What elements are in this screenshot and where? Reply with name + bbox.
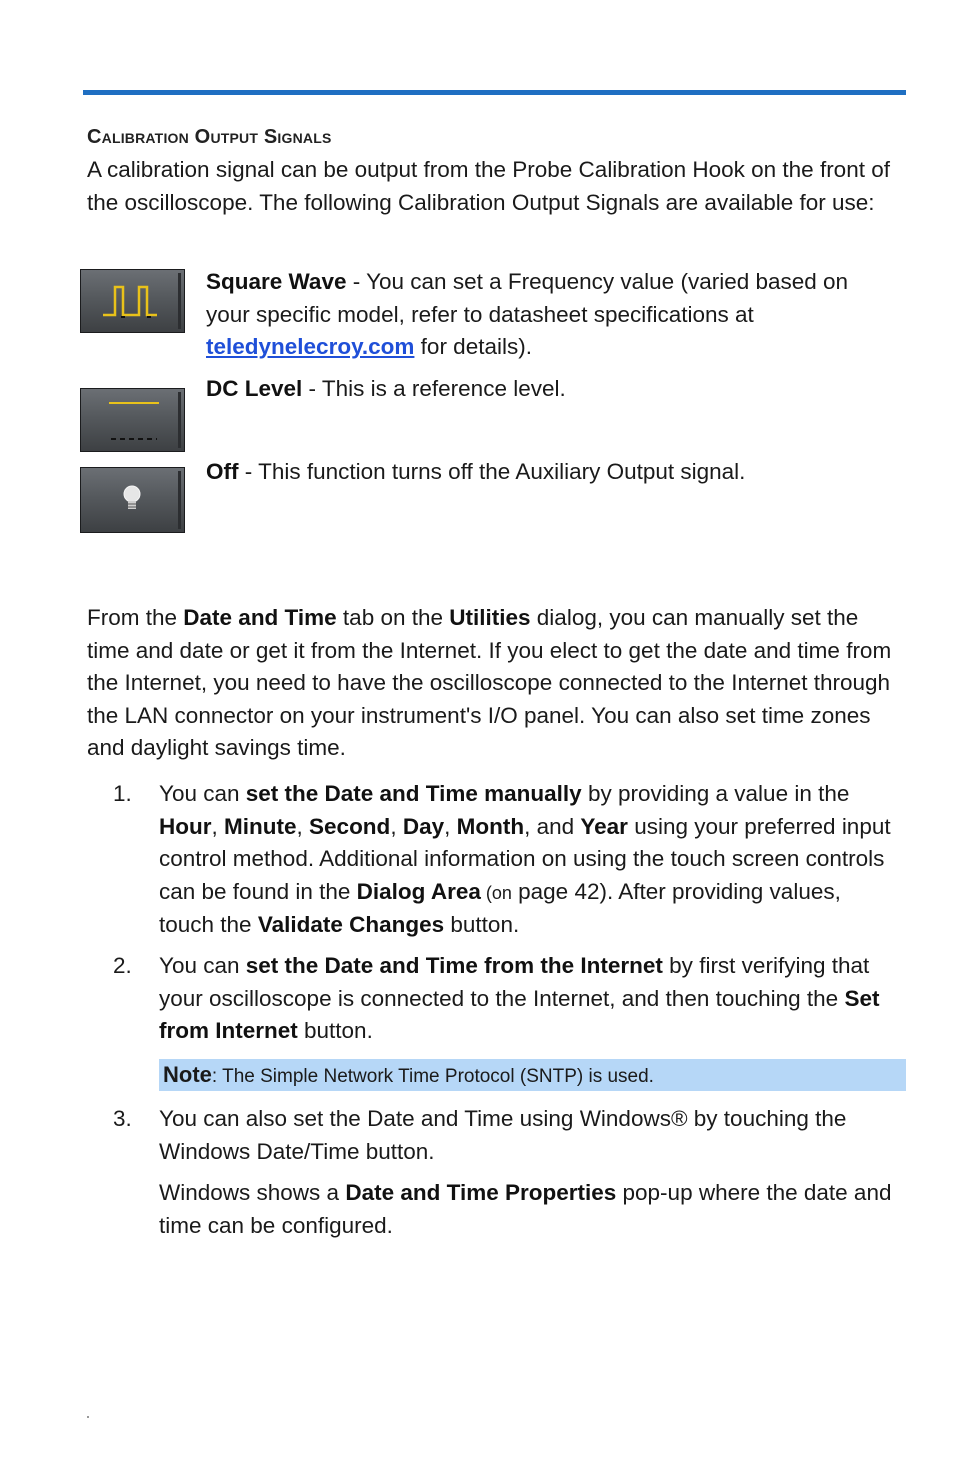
minute-label: Minute (224, 813, 297, 839)
utilities-dialog-label: Utilities (449, 605, 531, 630)
second-label: Second (309, 813, 391, 839)
step-1-text (159, 778, 899, 942)
dc-level-title: DC Level (206, 376, 303, 401)
footer-mark (87, 1416, 89, 1418)
step-1-t1: You can (159, 781, 246, 806)
note-label: Note (163, 1062, 212, 1087)
step-1-t5: button. (444, 912, 520, 937)
light-bulb-glyph (81, 468, 184, 532)
date-time-text-1: From the (87, 605, 184, 630)
dialog-area-label: Dialog Area (356, 878, 481, 904)
year-label: Year (580, 813, 628, 839)
validate-changes-label: Validate Changes (257, 912, 445, 937)
date-time-text-2: tab on the (336, 605, 450, 630)
dc-level-glyph (81, 389, 184, 451)
square-wave-text-end: for details). (414, 334, 532, 359)
section-heading: Calibration Output Signals (87, 126, 332, 148)
step-1-t2: by providing a value in the (581, 781, 850, 806)
square-wave-glyph (81, 270, 184, 332)
month-label: Month (456, 813, 525, 839)
page-ref-link[interactable]: page 42) (511, 878, 607, 904)
step-2-b1: set the Date and Time from the Internet (245, 953, 663, 978)
step-3-number: 3. (113, 1106, 132, 1131)
step-1-t4: . After providing values, touch the (159, 878, 841, 937)
step-3-sub-t2: pop-up where the date and time can be configured. (159, 1180, 892, 1238)
date-time-properties-label: Date and Time Properties (345, 1180, 617, 1205)
square-wave-title: Square Wave (206, 269, 347, 294)
sep: , (211, 813, 225, 839)
intro-paragraph: A calibration signal can be output from the Probe Calibration Hook on the front of the oscilloscope. The following Calibration Output Signals are available for use: (87, 157, 890, 215)
step-2-t3: button. (297, 1018, 373, 1043)
off-title: Off (206, 459, 239, 484)
hour-label: Hour (159, 813, 212, 839)
step-3-sub-t1: Windows shows a (159, 1180, 346, 1205)
sep: , (296, 813, 310, 839)
day-label: Day (402, 813, 445, 839)
sep: , (444, 813, 457, 839)
note-text: : The Simple Network Time Protocol (SNTP) is used. (211, 1066, 654, 1087)
step-2-text (159, 950, 899, 1048)
step-1-number: 1. (113, 781, 132, 806)
dc-level-icon[interactable] (80, 388, 185, 452)
step-2-number: 2. (113, 953, 132, 978)
off-text: - This function turns off the Auxiliary Output signal. (238, 459, 746, 484)
step-3-text: You can also set the Date and Time using Windows® by touching the Windows Date/Time button. (159, 1106, 847, 1164)
square-wave-text: - You can set a Frequency value (varied based on your specific model, refer to datasheet specifications at (206, 269, 849, 327)
header-rule (83, 90, 906, 95)
step-3-subtext (159, 1177, 899, 1242)
off-description (206, 456, 896, 489)
step-2-t2: by first verifying that your oscilloscope is connected to the Internet, and then touching the (159, 953, 870, 1011)
date-time-text-3: dialog, you can manually set the time and date or get it from the Internet. If you elect to get the date and time from the Internet, you need to have the oscilloscope connected to the Internet through the LAN connector on your instrument's I/O panel. You can also set time zones and daylight savings time. (87, 605, 892, 760)
square-wave-icon[interactable] (80, 269, 185, 333)
sep: , (390, 813, 403, 839)
dc-level-description (206, 373, 896, 406)
square-wave-description (206, 266, 896, 364)
teledynelecroy-link[interactable]: teledynelecroy.com (206, 334, 415, 359)
date-time-paragraph (87, 602, 897, 765)
step-1-t3: using your preferred input control method. Additional information on using the touch screen controls can be found in the (159, 813, 891, 904)
light-bulb-icon[interactable] (80, 467, 185, 533)
page-ref-on: (on (480, 882, 512, 903)
set-from-internet-label: Set from Internet (159, 985, 880, 1043)
sep: , and (524, 813, 581, 839)
date-and-time-tab-label: Date and Time (183, 605, 337, 630)
note-box (159, 1059, 906, 1091)
step-2-t1: You can (159, 953, 246, 978)
dc-level-text: - This is a reference level. (302, 376, 566, 401)
step-1-b1: set the Date and Time manually (245, 781, 582, 806)
